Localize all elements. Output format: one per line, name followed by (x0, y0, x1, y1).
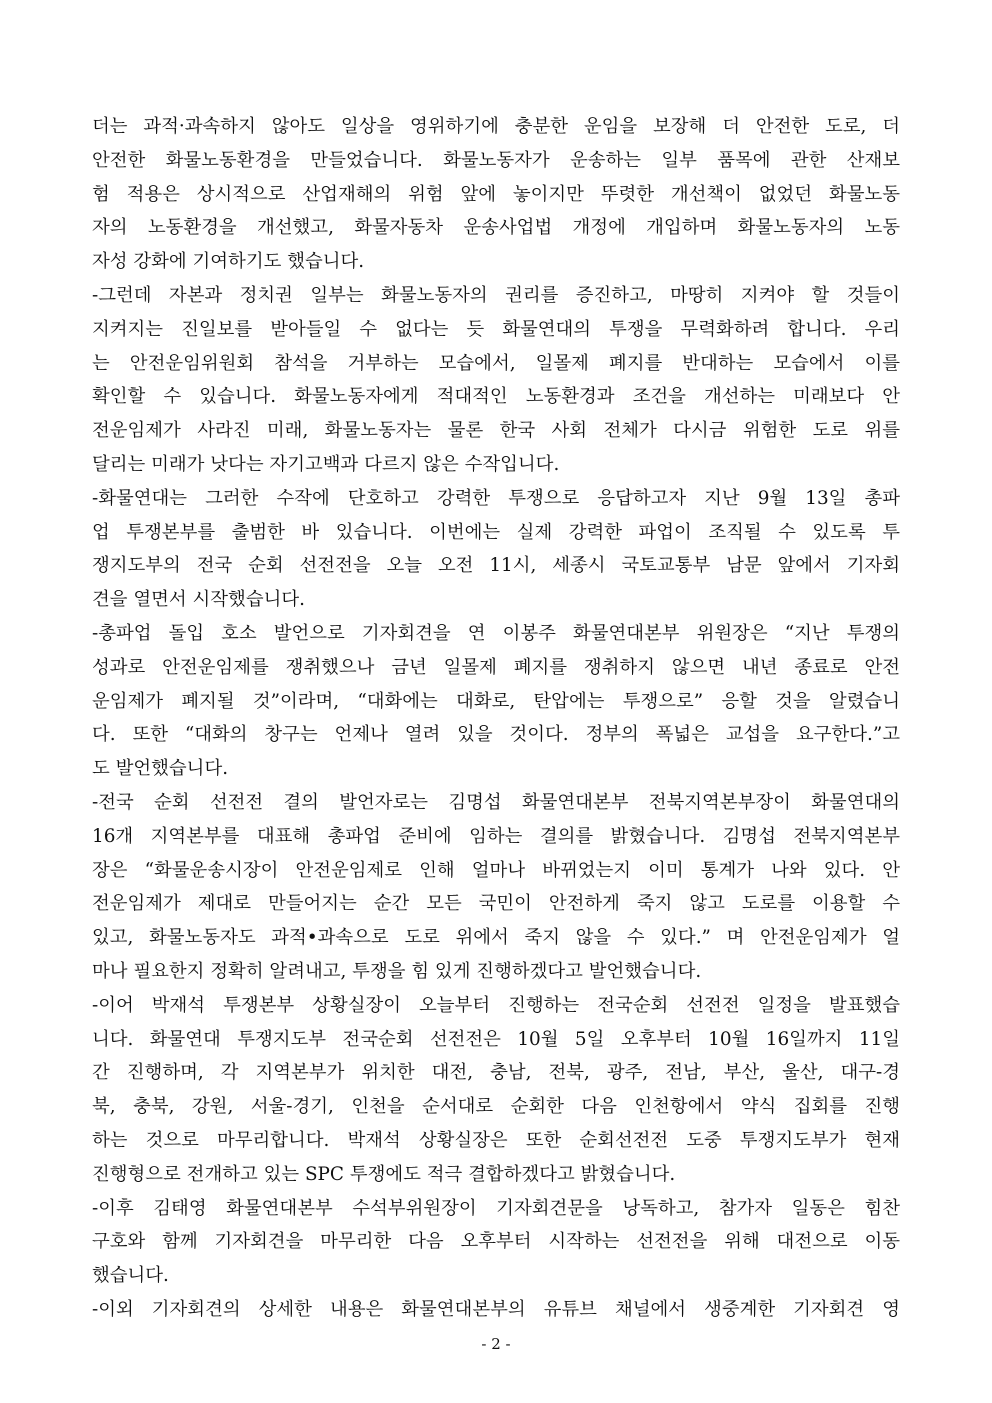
text-line: 성과로 안전운임제를 쟁취했으나 금년 일몰제 폐지를 쟁취하지 않으면 내년 종료로 안전 (92, 656, 900, 678)
page-number: - 2 - (481, 1335, 511, 1353)
text-line: 자성 강화에 기여하기도 했습니다. (92, 251, 365, 273)
text-line: 있고, 화물노동자도 과적•과속으로 도로 위에서 죽지 않을 수 있다.” 며 안전운임제가 얼 (92, 927, 900, 949)
text-line: 는 안전운임위원회 참석을 거부하는 모습에서, 일몰제 폐지를 반대하는 모습에서 이를 (92, 352, 900, 374)
text-line: 달리는 미래가 낫다는 자기고백과 다르지 않은 수작입니다. (92, 454, 560, 475)
text-line: 구호와 함께 기자회견을 마무리한 다음 오후부터 시작하는 선전전을 위해 대전으로 이동 (92, 1231, 900, 1253)
text-line: -총파업 돌입 호소 발언으로 기자회견을 연 이봉주 화물연대본부 위원장은 “지난 투쟁의 (92, 623, 900, 644)
text-line: 다. 또한 “대화의 창구는 언제나 열려 있을 것이다. 정부의 폭넓은 교섭을 요구한다.”고 (92, 724, 900, 746)
text-line: 지켜지는 진일보를 받아들일 수 없다는 듯 화물연대의 투쟁을 무력화하려 합니다. 우리 (92, 318, 900, 340)
text-line: 16개 지역본부를 대표해 총파업 준비에 임하는 결의를 밝혔습니다. 김명섭 전북지역본부 (92, 825, 900, 847)
text-line: 마나 필요한지 정확히 알려내고, 투쟁을 힘 있게 진행하겠다고 발언했습니다. (92, 961, 702, 982)
text-line: 간 진행하며, 각 지역본부가 위치한 대전, 충남, 전북, 광주, 전남, 부산, 울산, 대구-경 (92, 1062, 900, 1084)
text-line: 운임제가 폐지될 것”이라며, “대화에는 대화로, 탄압에는 투쟁으로” 응할 것을 알렸습니 (92, 690, 900, 712)
text-line: 험 적용은 상시적으로 산업재해의 위험 앞에 놓이지만 뚜렷한 개선책이 없었던 화물노동 (92, 183, 900, 205)
text-line: 도 발언했습니다. (92, 758, 229, 780)
text-line: 더는 과적·과속하지 않아도 일상을 영위하기에 충분한 운임을 보장해 더 안전한 도로, 더 (92, 116, 900, 137)
text-line: -화물연대는 그러한 수작에 단호하고 강력한 투쟁으로 응답하고자 지난 9월 13일 총파 (92, 487, 900, 509)
text-line: 쟁지도부의 전국 순회 선전전을 오늘 오전 11시, 세종시 국토교통부 남문 앞에서 기자회 (92, 555, 900, 577)
text-line: 니다. 화물연대 투쟁지도부 전국순회 선전전은 10월 5일 오후부터 10월 16일까지 11일 (92, 1028, 900, 1050)
text-line: 전운임제가 제대로 만들어지는 순간 모든 국민이 안전하게 죽지 않고 도로를 이용할 수 (92, 893, 900, 915)
text-line: -이후 김태영 화물연대본부 수석부위원장이 기자회견문을 낭독하고, 참가자 일동은 힘찬 (92, 1197, 900, 1219)
text-line: 진행형으로 전개하고 있는 SPC 투쟁에도 적극 결합하겠다고 밝혔습니다. (92, 1163, 676, 1185)
text-line: 전운임제가 사라진 미래, 화물노동자는 물론 한국 사회 전체가 다시금 위험한 도로 위를 (92, 420, 900, 442)
text-line: 장은 “화물운송시장이 안전운임제로 인해 얼마나 바뀌었는지 이미 통계가 나와 있다. 안 (92, 859, 900, 881)
text-line: -이외 기자회견의 상세한 내용은 화물연대본부의 유튜브 채널에서 생중계한 기자회견 영 (92, 1299, 900, 1320)
text-line: 북, 충북, 강원, 서울-경기, 인천을 순서대로 순회한 다음 인천항에서 약식 집회를 진행 (92, 1096, 900, 1118)
text-line: 했습니다. (92, 1265, 169, 1287)
text-line: 확인할 수 있습니다. 화물노동자에게 적대적인 노동환경과 조건을 개선하는 미래보다 안 (92, 386, 900, 408)
text-line: 자의 노동환경을 개선했고, 화물자동차 운송사업법 개정에 개입하며 화물노동자의 노동 (92, 217, 900, 239)
text-line: -전국 순회 선전전 결의 발언자로는 김명섭 화물연대본부 전북지역본부장이 화물연대의 (92, 792, 900, 813)
document-body (92, 110, 900, 1330)
text-line: 견을 열면서 시작했습니다. (92, 589, 305, 611)
text-line: -그런데 자본과 정치권 일부는 화물노동자의 권리를 증진하고, 마땅히 지켜야 할 것들이 (92, 285, 900, 306)
text-line: -이어 박재석 투쟁본부 상황실장이 오늘부터 진행하는 전국순회 선전전 일정을 발표했습 (92, 994, 900, 1016)
text-line: 업 투쟁본부를 출범한 바 있습니다. 이번에는 실제 강력한 파업이 조직될 수 있도록 투 (92, 521, 900, 543)
text-line: 하는 것으로 마무리합니다. 박재석 상황실장은 또한 순회선전전 도중 투쟁지도부가 현재 (92, 1130, 900, 1151)
text-line: 안전한 화물노동환경을 만들었습니다. 화물노동자가 운송하는 일부 품목에 관한 산재보 (92, 149, 900, 171)
